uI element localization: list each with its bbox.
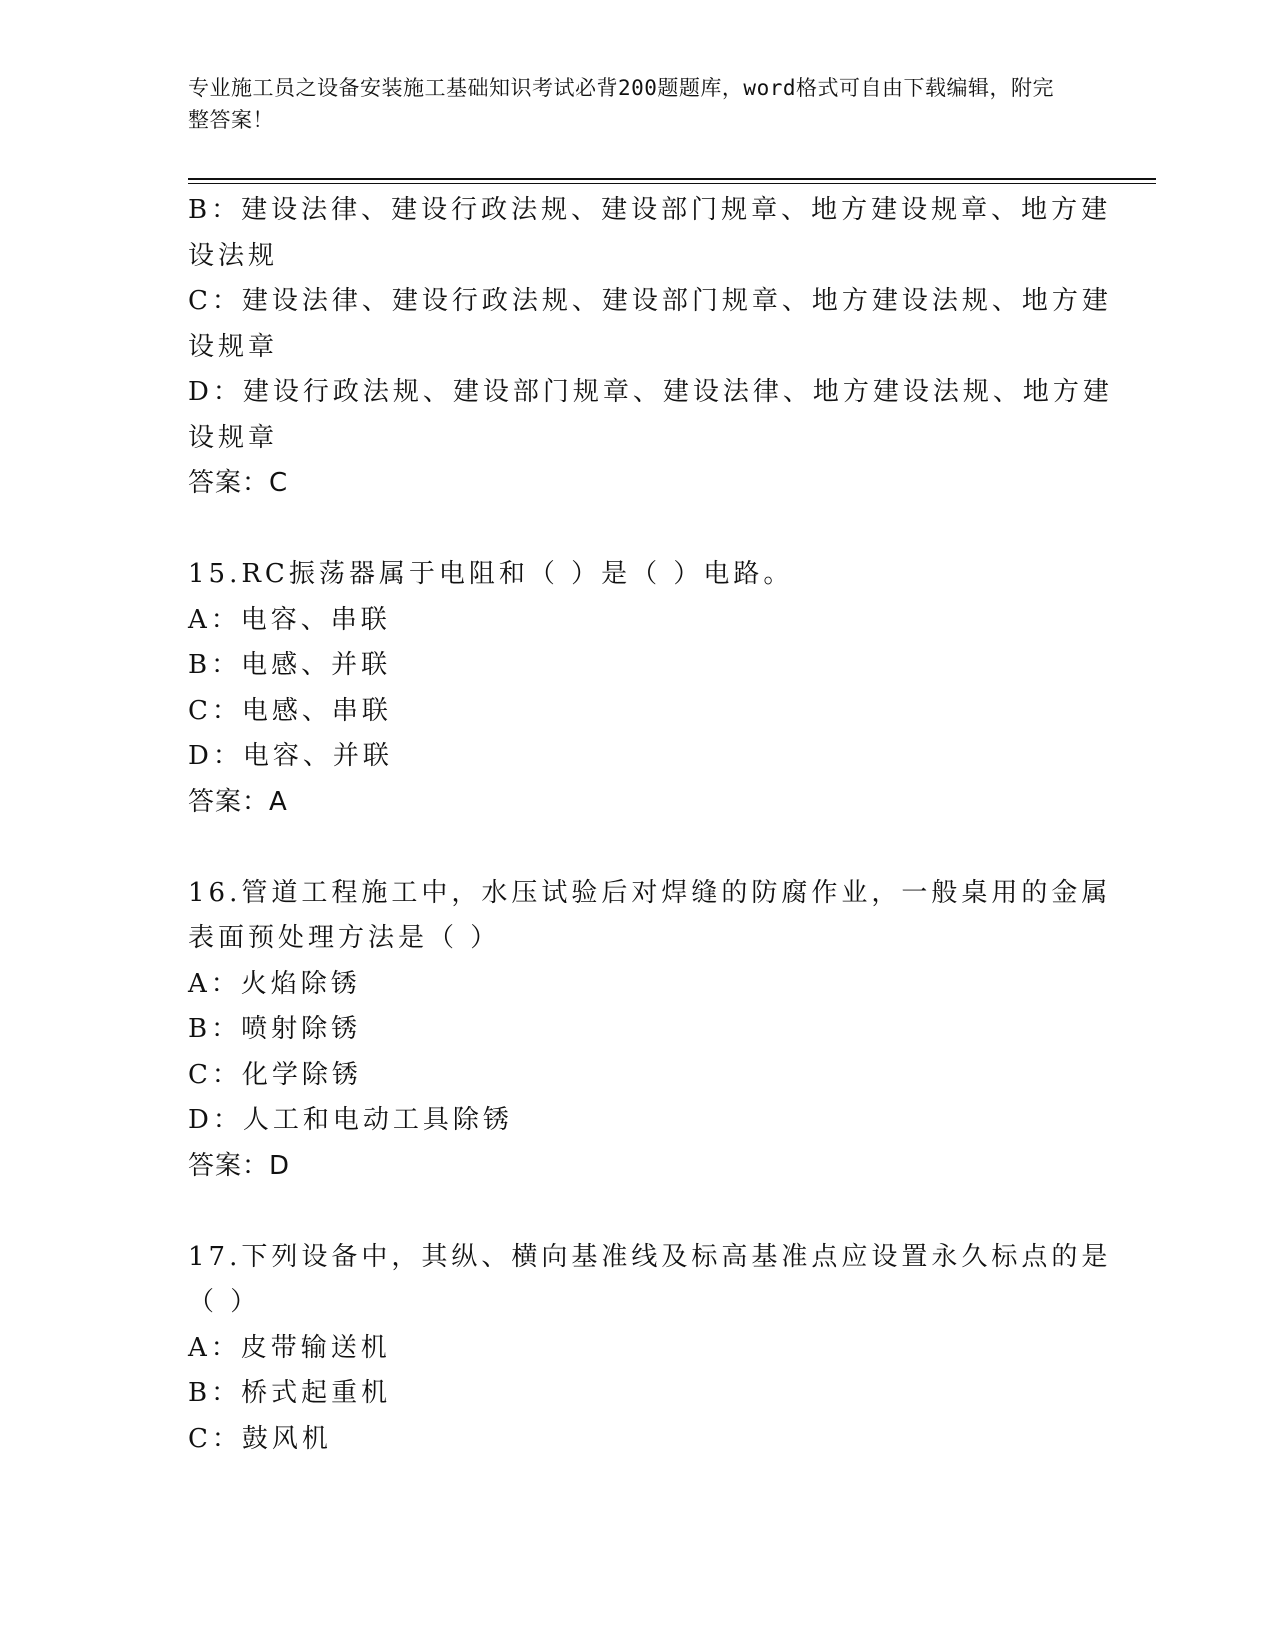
question-15-answer: 答案：A — [188, 786, 288, 817]
question-16-block — [188, 871, 1112, 1190]
option-d-line1: D：建设行政法规、建设部门规章、建设法律、地方建设法规、地方建 — [188, 377, 1113, 407]
option-c-line1: C：建设法律、建设行政法规、建设部门规章、地方建设法规、地方建 — [188, 286, 1112, 316]
option-b-line1: B：建设法律、建设行政法规、建设部门规章、地方建设规章、地方建 — [188, 195, 1112, 225]
spacer — [188, 507, 1078, 553]
question-17-option-b: B：桥式起重机 — [188, 1378, 392, 1408]
question-content — [188, 188, 1113, 1462]
question-16-stem-line1: 16.管道工程施工中，水压试验后对焊缝的防腐作业，一般桌用的金属 — [188, 877, 1112, 908]
answer-line: 答案：C — [188, 468, 289, 498]
question-16-option-a: A：火焰除锈 — [188, 968, 361, 999]
question-17-block — [188, 1235, 1112, 1463]
question-15-option-d: D：电容、并联 — [188, 741, 393, 771]
question-17-stem-line2: （ ） — [188, 1287, 261, 1317]
question-17-option-c: C：鼓风机 — [188, 1423, 332, 1454]
header-divider-thin — [188, 183, 1156, 184]
question-17-stem-line1: 17.下列设备中，其纵、横向基准线及标高基准点应设置永久标点的是 — [188, 1241, 1112, 1272]
option-c-line2: 设规章 — [188, 331, 279, 362]
question-17-option-a: A：皮带输送机 — [188, 1332, 391, 1363]
question-15-option-a: A：电容、串联 — [188, 604, 391, 635]
question-16-option-b: B：喷射除锈 — [188, 1014, 362, 1044]
spacer — [188, 1189, 1078, 1235]
question-16-option-c: C：化学除锈 — [188, 1059, 362, 1090]
prev-question-block — [188, 188, 1113, 507]
question-16-answer: 答案：D — [188, 1150, 291, 1181]
question-15-option-b: B：电感、并联 — [188, 650, 392, 680]
option-d-line2: 设规章 — [188, 422, 279, 453]
spacer — [188, 825, 1078, 871]
question-15-block — [188, 552, 1078, 825]
option-b-line2: 设法规 — [188, 240, 279, 271]
question-16-stem-line2: 表面预处理方法是（ ） — [188, 923, 501, 953]
header-divider-thick — [188, 178, 1156, 180]
question-15-stem: 15.RC振荡器属于电阻和（ ）是（ ）电路。 — [188, 559, 794, 589]
question-15-option-c: C：电感、串联 — [188, 695, 392, 726]
question-16-option-d: D：人工和电动工具除锈 — [188, 1105, 513, 1135]
document-header: 专业施工员之设备安装施工基础知识考试必背200题题库，word格式可自由下载编辑，附完整答案！ — [188, 76, 1054, 132]
